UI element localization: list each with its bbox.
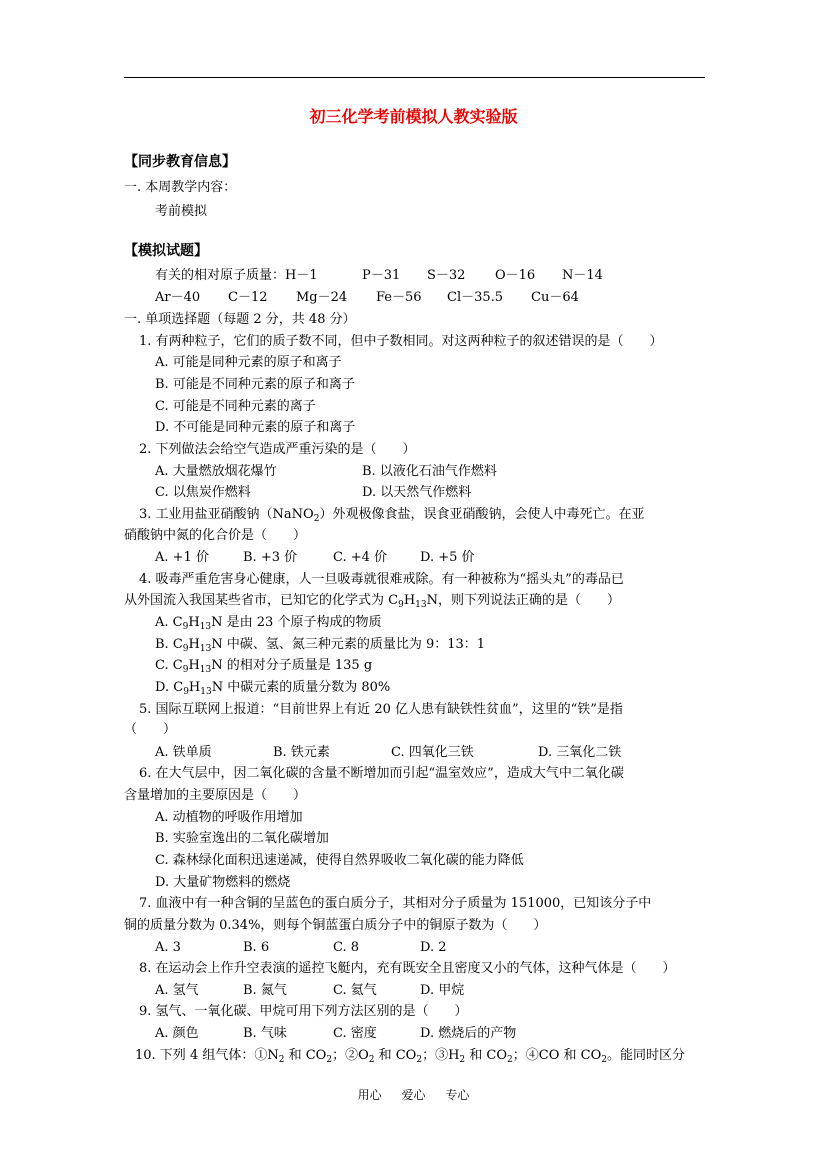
option: D. 大量矿物燃料的燃烧 xyxy=(155,875,291,890)
option: A. 可能是同种元素的原子和离子 xyxy=(155,355,342,370)
atomic-mass-item: C－12 xyxy=(228,290,268,305)
option: A. 铁单质 xyxy=(155,745,212,760)
option: B. 实验室逸出的二氧化碳增加 xyxy=(155,831,329,846)
option: C. 森林绿化面积迅速递减，使得自然界吸收二氧化碳的能力降低 xyxy=(155,853,524,868)
option: D. 甲烷 xyxy=(420,983,465,998)
atomic-mass-item: N－14 xyxy=(562,268,603,283)
option: D. 以天然气作燃料 xyxy=(362,485,472,500)
question-4-continued: 从外国流入我国某些省市，已知它的化学式为 $C_9H_{13}N$，则下列说法正确的是（ ） xyxy=(124,593,621,610)
option: A. +1 价 xyxy=(155,550,209,565)
option: C. $C_9H_{13}N$ 的相对分子质量是 135 g xyxy=(155,658,373,675)
header-rule xyxy=(124,77,705,78)
question-6: 6. 在大气层中，因二氧化碳的含量不断增加而引起“温室效应”，造成大气中二氧化碳 xyxy=(139,766,624,781)
option: D. 三氧化二铁 xyxy=(538,745,622,760)
question-2: 2. 下列做法会给空气造成严重污染的是（ ） xyxy=(139,442,416,457)
option: B. 氮气 xyxy=(243,983,287,998)
section-line: 一. 本周教学内容： xyxy=(124,180,237,195)
atomic-mass-item: Mg－24 xyxy=(296,290,348,305)
option: A. 氢气 xyxy=(155,983,199,998)
footer-text: 爱心 xyxy=(401,1088,426,1102)
footer-text: 专心 xyxy=(445,1088,470,1102)
option: B. 以液化石油气作燃料 xyxy=(362,464,497,479)
atomic-mass-item: S－32 xyxy=(427,268,466,283)
question-5: 5. 国际互联网上报道：“目前世界上有近 20 亿人患有缺铁性贫血”，这里的“铁”是指 xyxy=(139,702,623,717)
option: D. 2 xyxy=(420,940,447,955)
question-3: 3. 工业用盐亚硝酸钠（NaNO$_2$）外观极像食盐，误食亚硝酸钠，会使人中毒死亡。在亚 xyxy=(139,507,645,524)
option: C. +4 价 xyxy=(333,550,388,565)
option: D. +5 价 xyxy=(420,550,475,565)
option: D. 燃烧后的产物 xyxy=(420,1026,517,1041)
question-3-continued: 硝酸钠中氮的化合价是（ ） xyxy=(124,528,307,543)
option: C. 8 xyxy=(333,940,360,955)
option: C. 氦气 xyxy=(333,983,377,998)
option: A. 颜色 xyxy=(155,1026,199,1041)
atomic-mass-item: P－31 xyxy=(362,268,401,283)
atomic-mass-item: Cl－35.5 xyxy=(447,290,504,305)
question-1: 1. 有两种粒子，它们的质子数不同，但中子数相同。对这两种粒子的叙述错误的是（ ） xyxy=(139,334,663,349)
page-title: 初三化学考前模拟人教实验版 xyxy=(309,107,518,126)
option: B. 铁元素 xyxy=(273,745,330,760)
option: A. 3 xyxy=(155,940,181,955)
option: B. $C_9H_{13}N$ 中碳、氢、氮三种元素的质量比为 9：13：1 xyxy=(155,637,486,654)
option: B. 6 xyxy=(243,940,270,955)
atomic-mass-item: Fe－56 xyxy=(376,290,422,305)
question-7: 7. 血液中有一种含铜的呈蓝色的蛋白质分子，其相对分子质量为 151000，已知该分子中 xyxy=(139,896,652,911)
section-line: 考前模拟 xyxy=(155,204,208,219)
question-8: 8. 在运动会上作升空表演的遥控飞艇内，充有既安全且密度又小的气体，这种气体是（ ） xyxy=(139,961,676,976)
question-5-continued: （ ） xyxy=(124,722,177,737)
page-footer xyxy=(0,1086,827,1103)
option: B. +3 价 xyxy=(243,550,298,565)
option: C. 可能是不同种元素的离子 xyxy=(155,399,316,414)
option: B. 气味 xyxy=(243,1026,287,1041)
part-heading: 一. 单项选择题（每题 2 分，共 48 分） xyxy=(124,312,356,327)
option: D. 不可能是同种元素的原子和离子 xyxy=(155,420,356,435)
option: B. 可能是不同种元素的原子和离子 xyxy=(155,377,355,392)
question-9: 9. 氢气、一氧化碳、甲烷可用下列方法区别的是（ ） xyxy=(139,1004,468,1019)
option: C. 以焦炭作燃料 xyxy=(155,485,251,500)
section-heading-test: 【模拟试题】 xyxy=(124,243,208,259)
question-4: 4. 吸毒严重危害身心健康，人一旦吸毒就很难戒除。有一种被称为“摇头丸”的毒品已 xyxy=(139,572,624,587)
option: C. 四氧化三铁 xyxy=(391,745,474,760)
question-6-continued: 含量增加的主要原因是（ ） xyxy=(124,788,307,803)
option: A. $C_9H_{13}N$ 是由 23 个原子构成的物质 xyxy=(155,615,382,632)
atomic-mass-item: Cu－64 xyxy=(531,290,579,305)
option: A. 大量燃放烟花爆竹 xyxy=(155,464,277,479)
atomic-mass-item: Ar－40 xyxy=(155,290,201,305)
section-heading-info: 【同步教育信息】 xyxy=(124,154,236,170)
option: A. 动植物的呼吸作用增加 xyxy=(155,810,303,825)
footer-text: 用心 xyxy=(357,1088,382,1102)
atomic-mass-item: O－16 xyxy=(495,268,536,283)
option: C. 密度 xyxy=(333,1026,377,1041)
question-7-continued: 铜的质量分数为 0.34%，则每个铜蓝蛋白质分子中的铜原子数为（ ） xyxy=(124,918,547,933)
question-10: 10. 下列 4 组气体：$①N_2$ 和 $CO_2$；$②O_2$ 和 $CO_2$；$③H_2$ 和 $CO_2$；④CO 和 $CO_2$。能同时区分 xyxy=(135,1048,685,1065)
atomic-mass-item: 有关的相对原子质量：H－1 xyxy=(155,268,318,283)
option: D. $C_9H_{13}N$ 中碳元素的质量分数为 80% xyxy=(155,680,391,697)
